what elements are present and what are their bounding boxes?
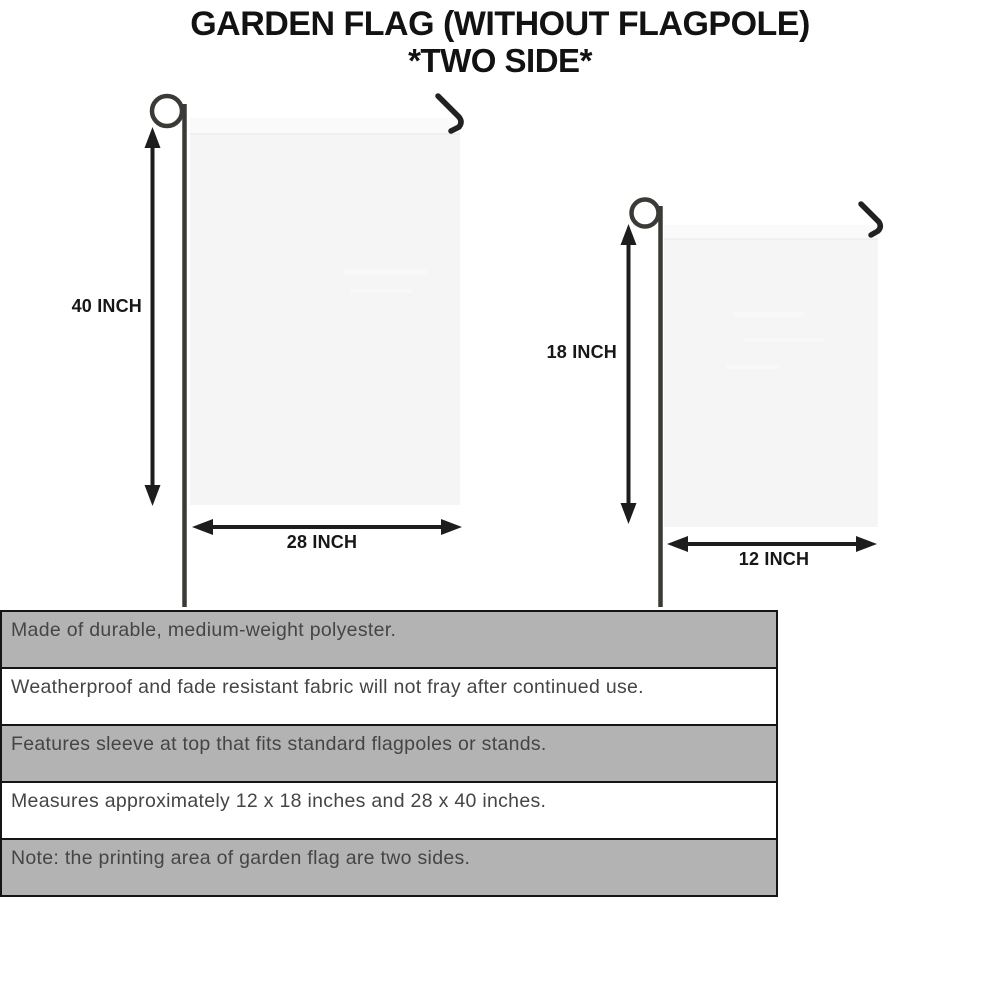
- spec-list: [0, 610, 778, 897]
- small-flag-height-arrow: [621, 224, 637, 524]
- small-flag-sleeve: [664, 225, 878, 239]
- spec-row-sleeve: [0, 724, 778, 783]
- spec-row-note: [0, 838, 778, 897]
- small-flag-group: [621, 200, 881, 608]
- small-flag-fabric: [664, 225, 878, 527]
- large-flagpole-loop: [152, 96, 182, 126]
- spec-row-measures: [0, 781, 778, 840]
- large-flag-sleeve: [190, 118, 460, 134]
- large-flag-width-label: 28 INCH: [286, 532, 358, 552]
- large-flag-height-arrow: [145, 127, 161, 506]
- spec-row-weatherproof: [0, 667, 778, 726]
- large-flag-group: [145, 96, 463, 607]
- title-line-2: *TWO SIDE*: [408, 41, 592, 79]
- spec-text: Note: the printing area of garden flag are two sides.: [11, 847, 471, 869]
- spec-text: Measures approximately 12 x 18 inches and 28 x 40 inches.: [11, 790, 547, 812]
- title-line-1: GARDEN FLAG (WITHOUT FLAGPOLE): [190, 5, 810, 43]
- large-flag-height-label: 40 INCH: [71, 296, 142, 316]
- small-flag-height-label: 18 INCH: [546, 342, 617, 362]
- small-flag-width-label: 12 INCH: [738, 549, 810, 569]
- small-flagpole-loop: [632, 200, 659, 227]
- large-flag-fabric: [190, 118, 460, 505]
- spec-text: Weatherproof and fade resistant fabric will not fray after continued use.: [11, 676, 644, 698]
- spec-text: Features sleeve at top that fits standard flagpoles or stands.: [11, 733, 547, 755]
- spec-text: Made of durable, medium-weight polyester.: [11, 619, 397, 641]
- spec-row-material: [0, 610, 778, 669]
